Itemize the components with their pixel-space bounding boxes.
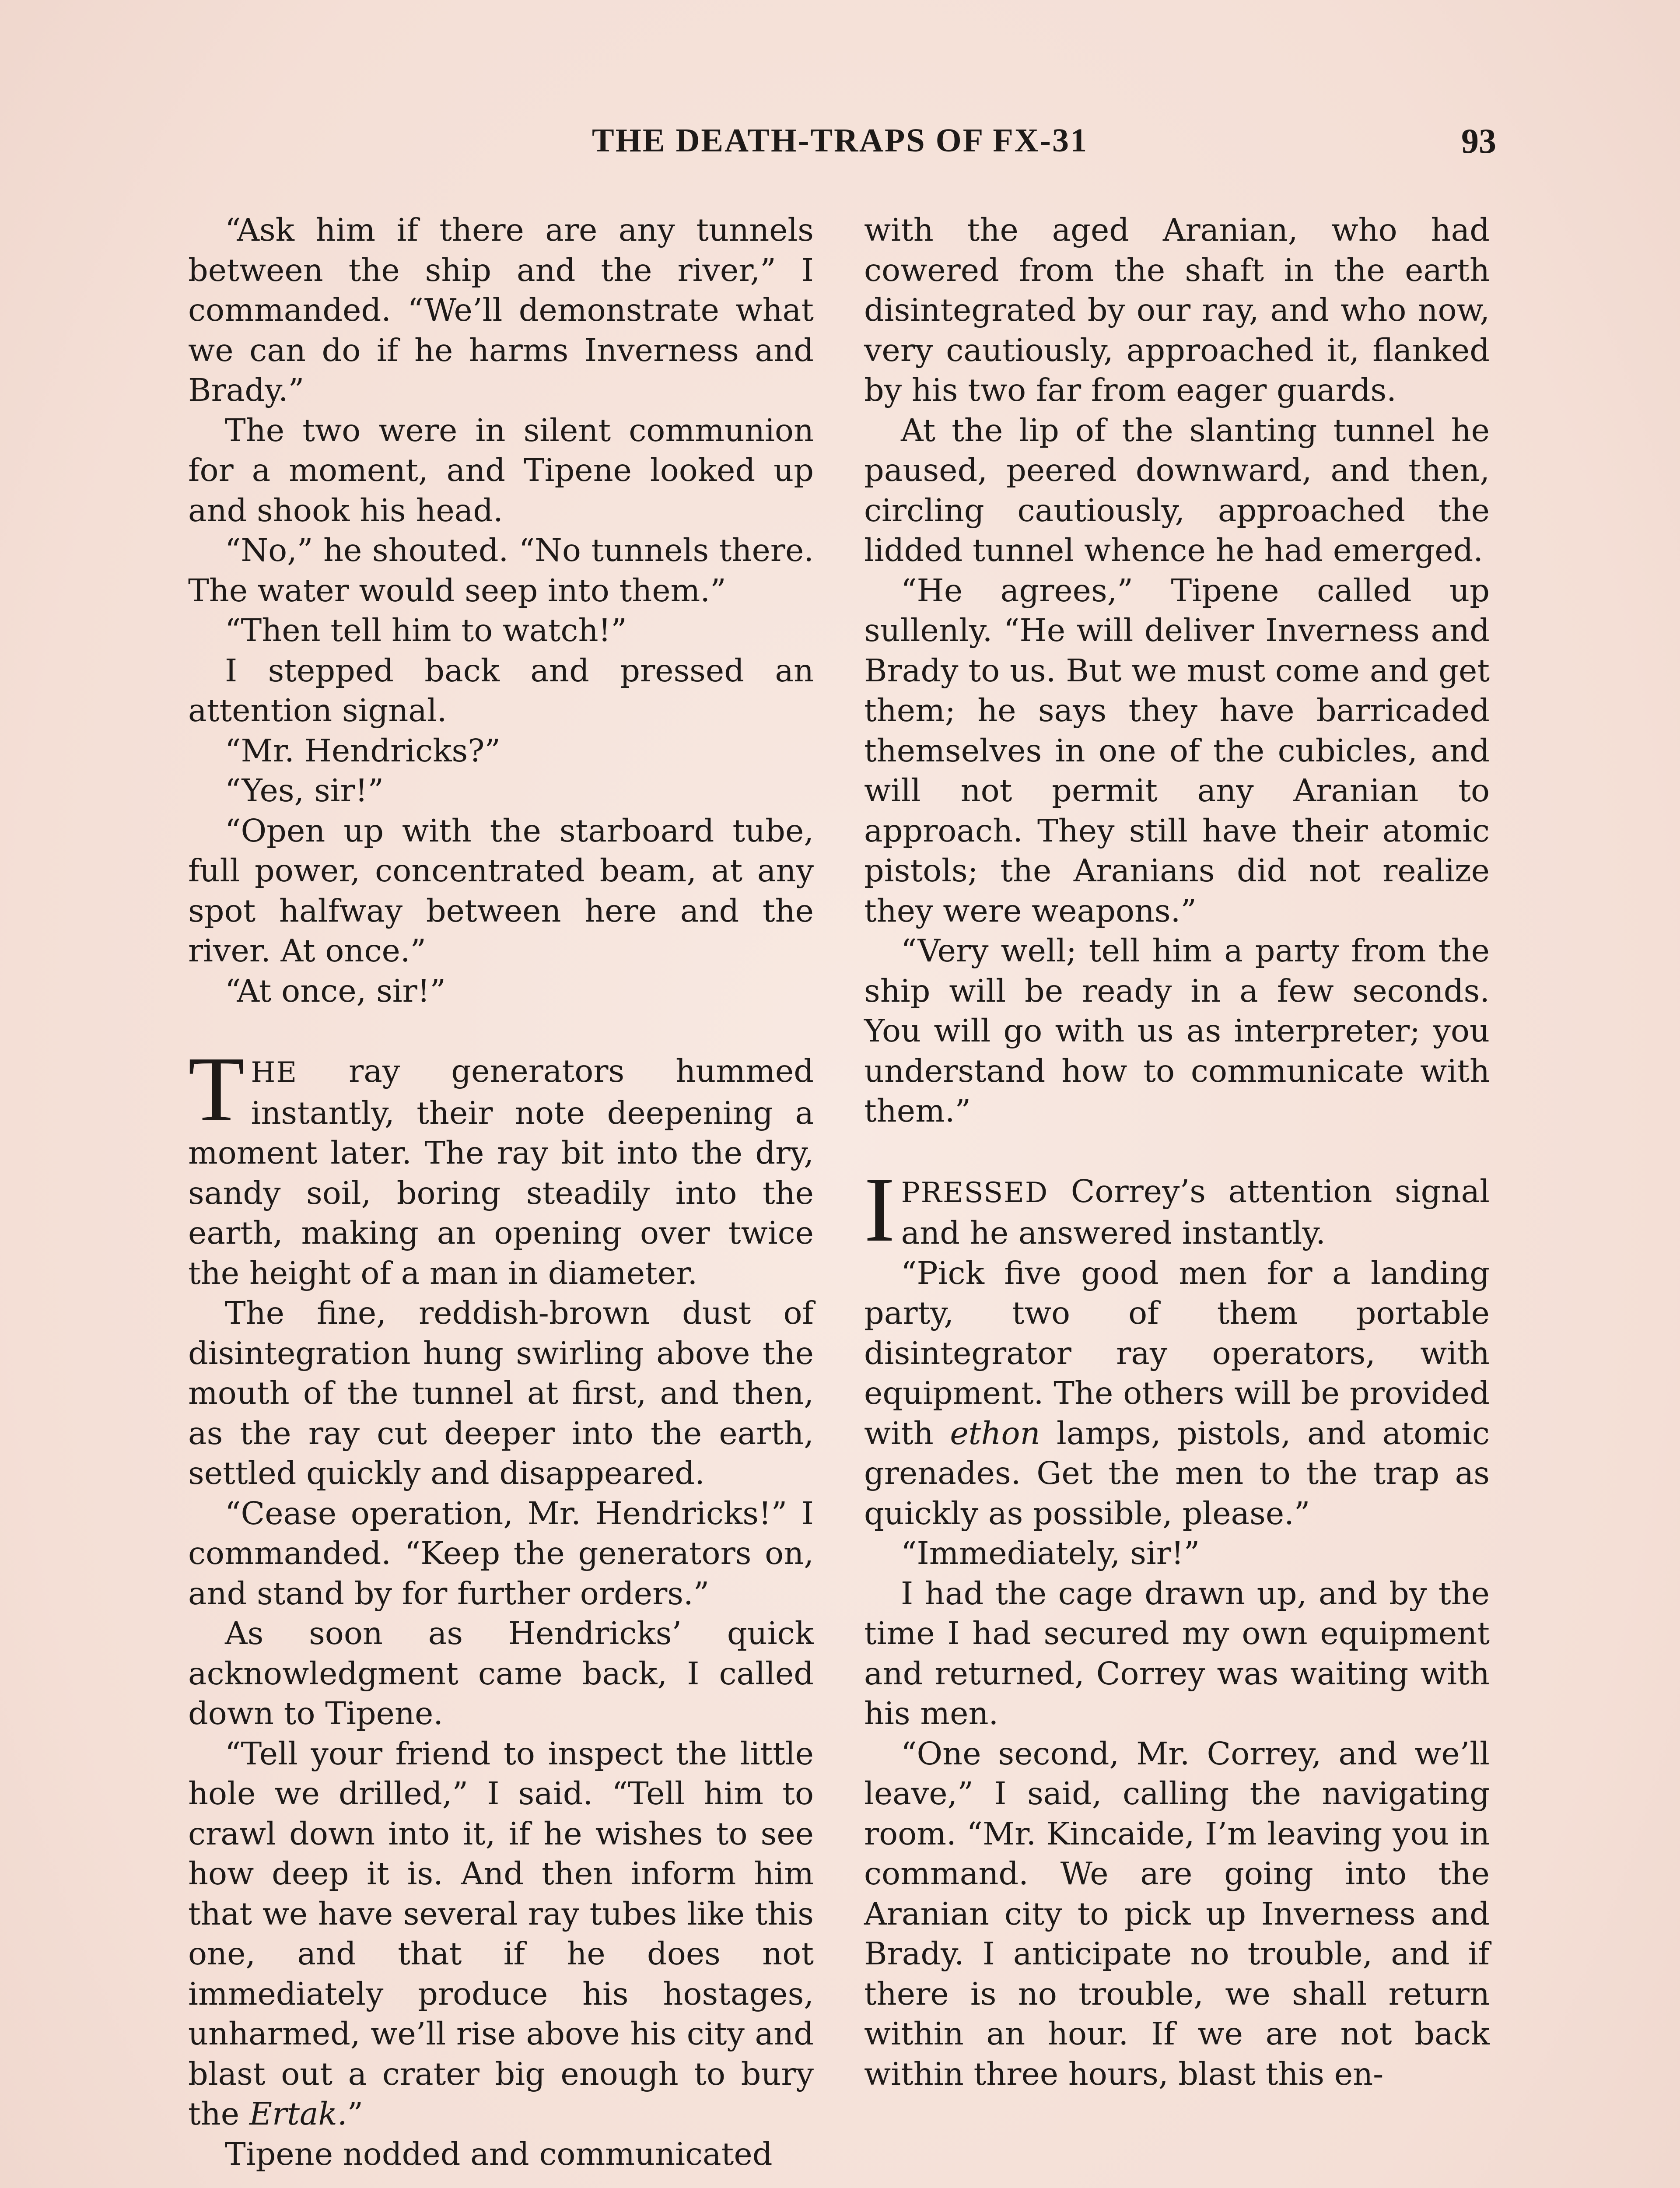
section-lead-paragraph: [188, 1038, 814, 1293]
paragraph: “He agrees,” Tipene called up sullenly. “He will deliver Inverness and Brady to us. But we must come and get them; he says they have barricaded themselves in one of the cubicles, and will not permit any Aranian to approach. They still have their atomic pistols; the Aranians did not realize they were weapons.”: [864, 572, 1490, 929]
left-column: [188, 210, 814, 2174]
paragraph: “Very well; tell him a party from the ship will be ready in a few seconds. You will go with us as interpreter; you understand how to communicate with them.”: [864, 933, 1490, 1129]
paragraph-text: “Tell your friend to inspect the little hole we drilled,” I said. “Tell him to crawl down into it, if he wishes to see how deep it is. And then inform him that we have several ray tubes like this one, and that if he does not immediately produce his hostages, unharmed, we’ll rise above his city and blast out a crater big enough to bury the: [188, 1735, 814, 2132]
page-header: [184, 122, 1496, 170]
right-column: [864, 210, 1490, 2094]
small-caps-lead: HE: [251, 1056, 298, 1089]
paragraph: “Cease operation, Mr. Hendricks!” I commanded. “Keep the generators on, and stand by for further orders.”: [188, 1495, 814, 1612]
paragraph: The two were in silent communion for a moment, and Tipene looked up and shook his head.: [188, 412, 814, 529]
paragraph: “At once, sir!”: [225, 972, 446, 1009]
paragraph: “Mr. Hendricks?”: [225, 732, 501, 769]
paragraph-text: ray generators hummed instantly, their note deepening a moment later. The ray bit into the dry, sandy soil, boring steadily into the earth, making an opening over twice the height of a man in diameter.: [188, 1053, 814, 1291]
paragraph: I had the cage drawn up, and by the time I had secured my own equipment and returned, Correy was waiting with his men.: [864, 1575, 1490, 1732]
paragraph: “Then tell him to watch!”: [225, 612, 627, 649]
drop-cap: I: [864, 1157, 895, 1261]
running-title: THE DEATH-TRAPS OF FX-31: [592, 122, 1088, 159]
paragraph: As soon as Hendricks’ quick acknowledgment came back, I called down to Tipene.: [188, 1615, 814, 1732]
paragraph: The fine, reddish-brown dust of disintegration hung swirling above the mouth of the tunnel at first, and then, as the ray cut deeper into the earth, settled quickly and disappeared.: [188, 1295, 814, 1491]
section-lead-paragraph: [864, 1157, 1490, 1261]
paragraph-text: Correy’s attention signal and he answered instantly.: [901, 1173, 1490, 1251]
paragraph: [864, 1253, 1490, 1534]
paragraph: At the lip of the slanting tunnel he paused, peered downward, and then, circling cautiously, approached the lidded tunnel whence he had emerged.: [864, 412, 1490, 568]
small-caps-lead: PRESSED: [901, 1176, 1049, 1209]
paragraph: I stepped back and pressed an attention signal.: [188, 652, 814, 729]
ship-name-italic: Ertak.: [249, 2096, 347, 2132]
continued-paragraph: with the aged Aranian, who had cowered from the shaft in the earth disintegrated by our ray, and who now, very cautiously, approached it, flanked by his two far from eager guards.: [864, 212, 1490, 408]
page-number: 93: [1461, 122, 1496, 161]
paragraph: “One second, Mr. Correy, and we’ll leave,” I said, calling the navigating room. “Mr. Kincaide, I’m leaving you in command. We are going into the Aranian city to pick up Inverness and Brady. I anticipate no trouble, and if there is no trouble, we shall return within an hour. If we are not back within three hours, blast this en-: [864, 1735, 1490, 2092]
paragraph: “Yes, sir!”: [225, 772, 384, 809]
paragraph: “Open up with the starboard tube, full power, concentrated beam, at any spot halfway between here and the river. At once.”: [188, 812, 814, 969]
paragraph-text: lamps, pistols, and atomic grenades. Get the men to the trap as quickly as possible, please.”: [864, 1415, 1490, 1532]
paragraph: [188, 1734, 814, 2134]
paragraph: “Ask him if there are any tunnels between the ship and the river,” I commanded. “We’ll demonstrate what we can do if he harms Inverness and Brady.”: [188, 212, 814, 408]
paragraph: “No,” he shouted. “No tunnels there. The water would seep into them.”: [188, 532, 814, 609]
paragraph: “Immediately, sir!”: [901, 1535, 1200, 1571]
paragraph: Tipene nodded and communicated: [225, 2135, 773, 2172]
drop-cap: T: [188, 1038, 245, 1140]
paragraph-text: ”: [347, 2096, 364, 2132]
paragraph-text: “Pick five good men for a landing party, two of them portable disintegrator ray operators, with equipment. The others will be provided with: [864, 1255, 1490, 1452]
italic-term: ethon: [950, 1415, 1040, 1452]
